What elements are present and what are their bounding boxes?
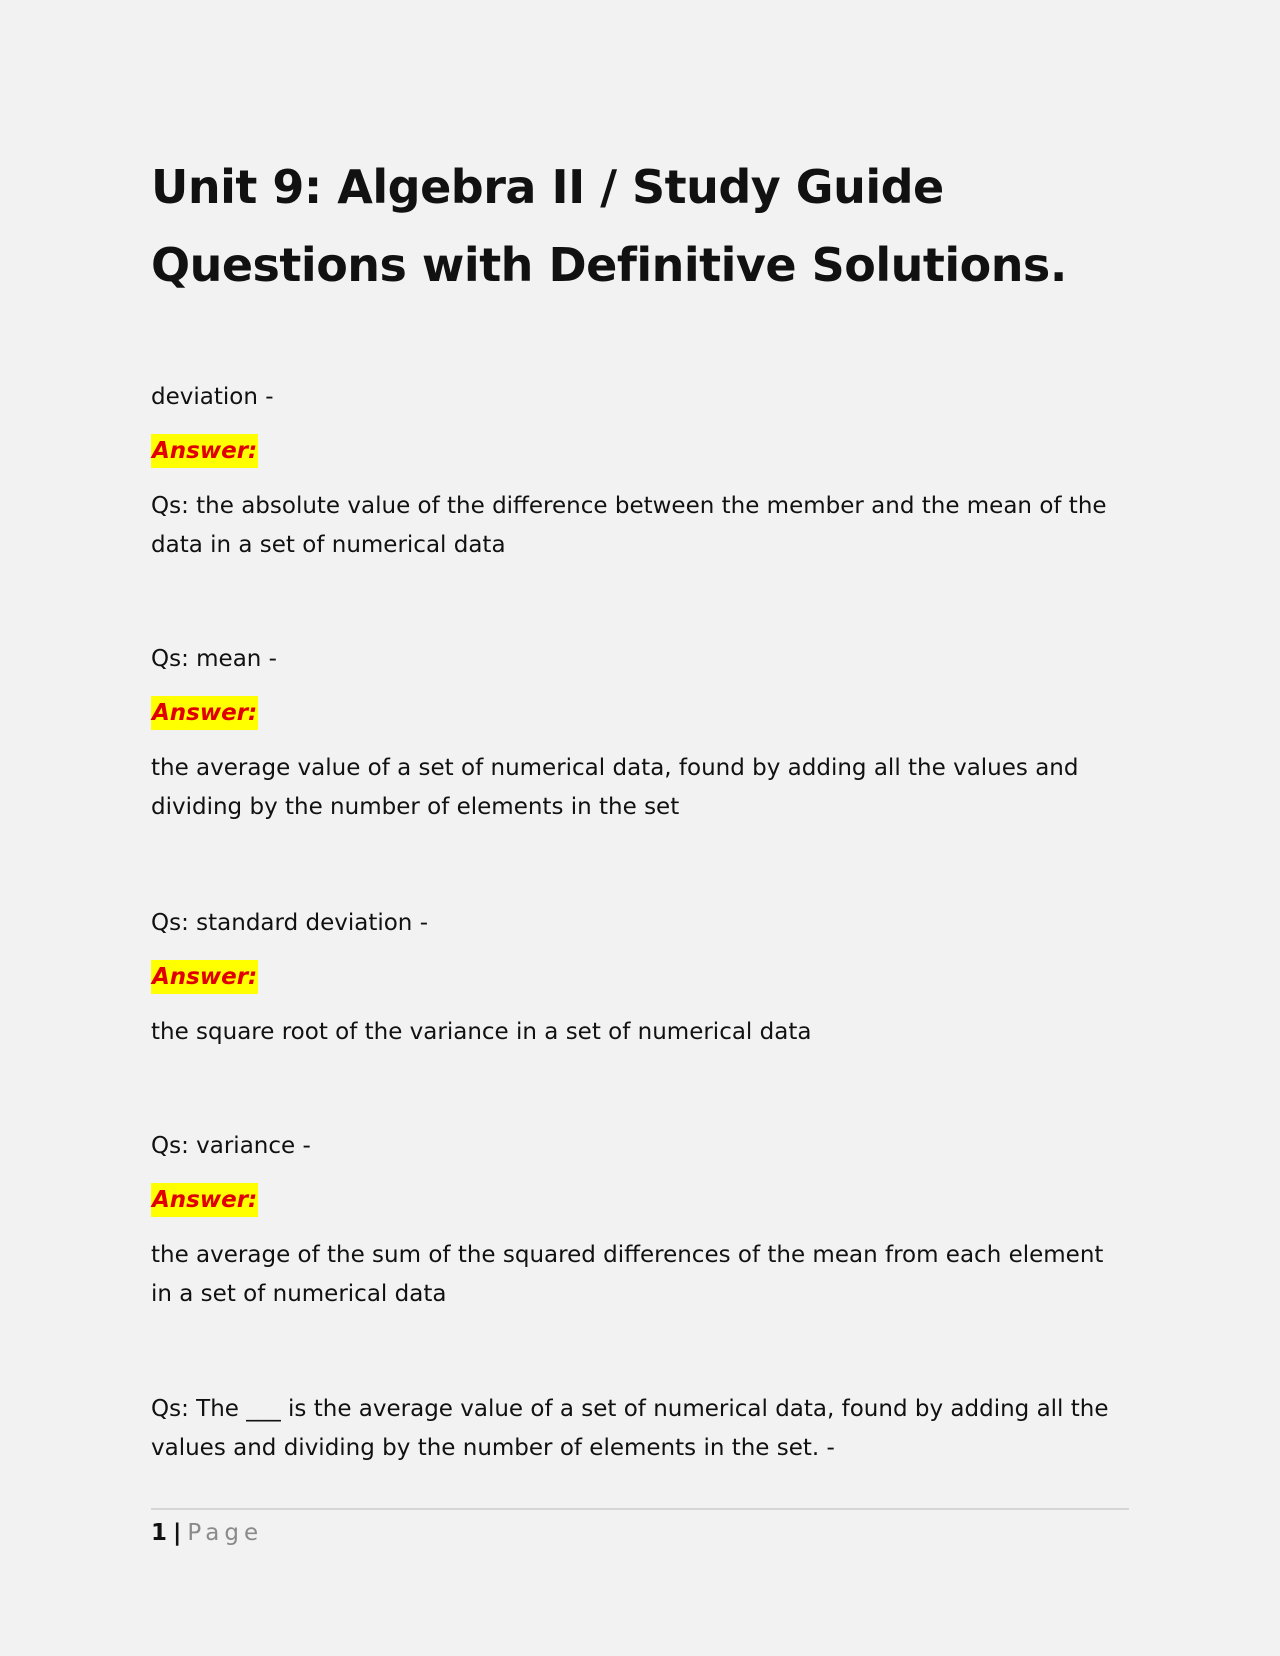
qa-item	[151, 378, 1129, 640]
question-text: Qs: The ___ is the average value of a set of numerical data, found by adding all the values and dividing by the number of elements in the set. -	[151, 1396, 1109, 1461]
qa-item	[151, 904, 1129, 1127]
qa-item	[151, 1390, 1129, 1468]
title-line-1: Unit 9: Algebra II / Study Guide	[151, 160, 944, 214]
answer-text: the average value of a set of numerical data, found by adding all the values and dividing by the number of elements in the set	[151, 755, 1079, 820]
answer-label	[151, 960, 1129, 996]
question-text: Qs: standard deviation -	[151, 910, 428, 936]
question-text: Qs: mean -	[151, 646, 277, 672]
answer-label-text: Answer:	[151, 434, 258, 468]
answer-label-text: Answer:	[151, 696, 258, 730]
answer-label	[151, 696, 1129, 732]
question-text: Qs: variance -	[151, 1133, 311, 1159]
page-footer	[151, 1508, 1129, 1550]
page-title	[151, 148, 1129, 304]
page-number: 1	[151, 1520, 168, 1546]
page-label: Page	[187, 1520, 264, 1546]
question-text: deviation -	[151, 384, 274, 410]
qa-item	[151, 640, 1129, 904]
qa-item	[151, 1127, 1129, 1390]
answer-label-text: Answer:	[151, 1183, 258, 1217]
title-line-2: Questions with Definitive Solutions.	[151, 238, 1067, 292]
qa-list	[151, 378, 1129, 1468]
answer-text: the average of the sum of the squared differences of the mean from each element in a set of numerical data	[151, 1242, 1104, 1307]
answer-label	[151, 434, 1129, 470]
document-header	[151, 148, 1129, 304]
page-separator: |	[173, 1520, 182, 1546]
answer-label-text: Answer:	[151, 960, 258, 994]
answer-text: Qs: the absolute value of the difference between the member and the mean of the data in a set of numerical data	[151, 493, 1107, 558]
answer-label	[151, 1183, 1129, 1219]
answer-text: the square root of the variance in a set of numerical data	[151, 1019, 812, 1045]
